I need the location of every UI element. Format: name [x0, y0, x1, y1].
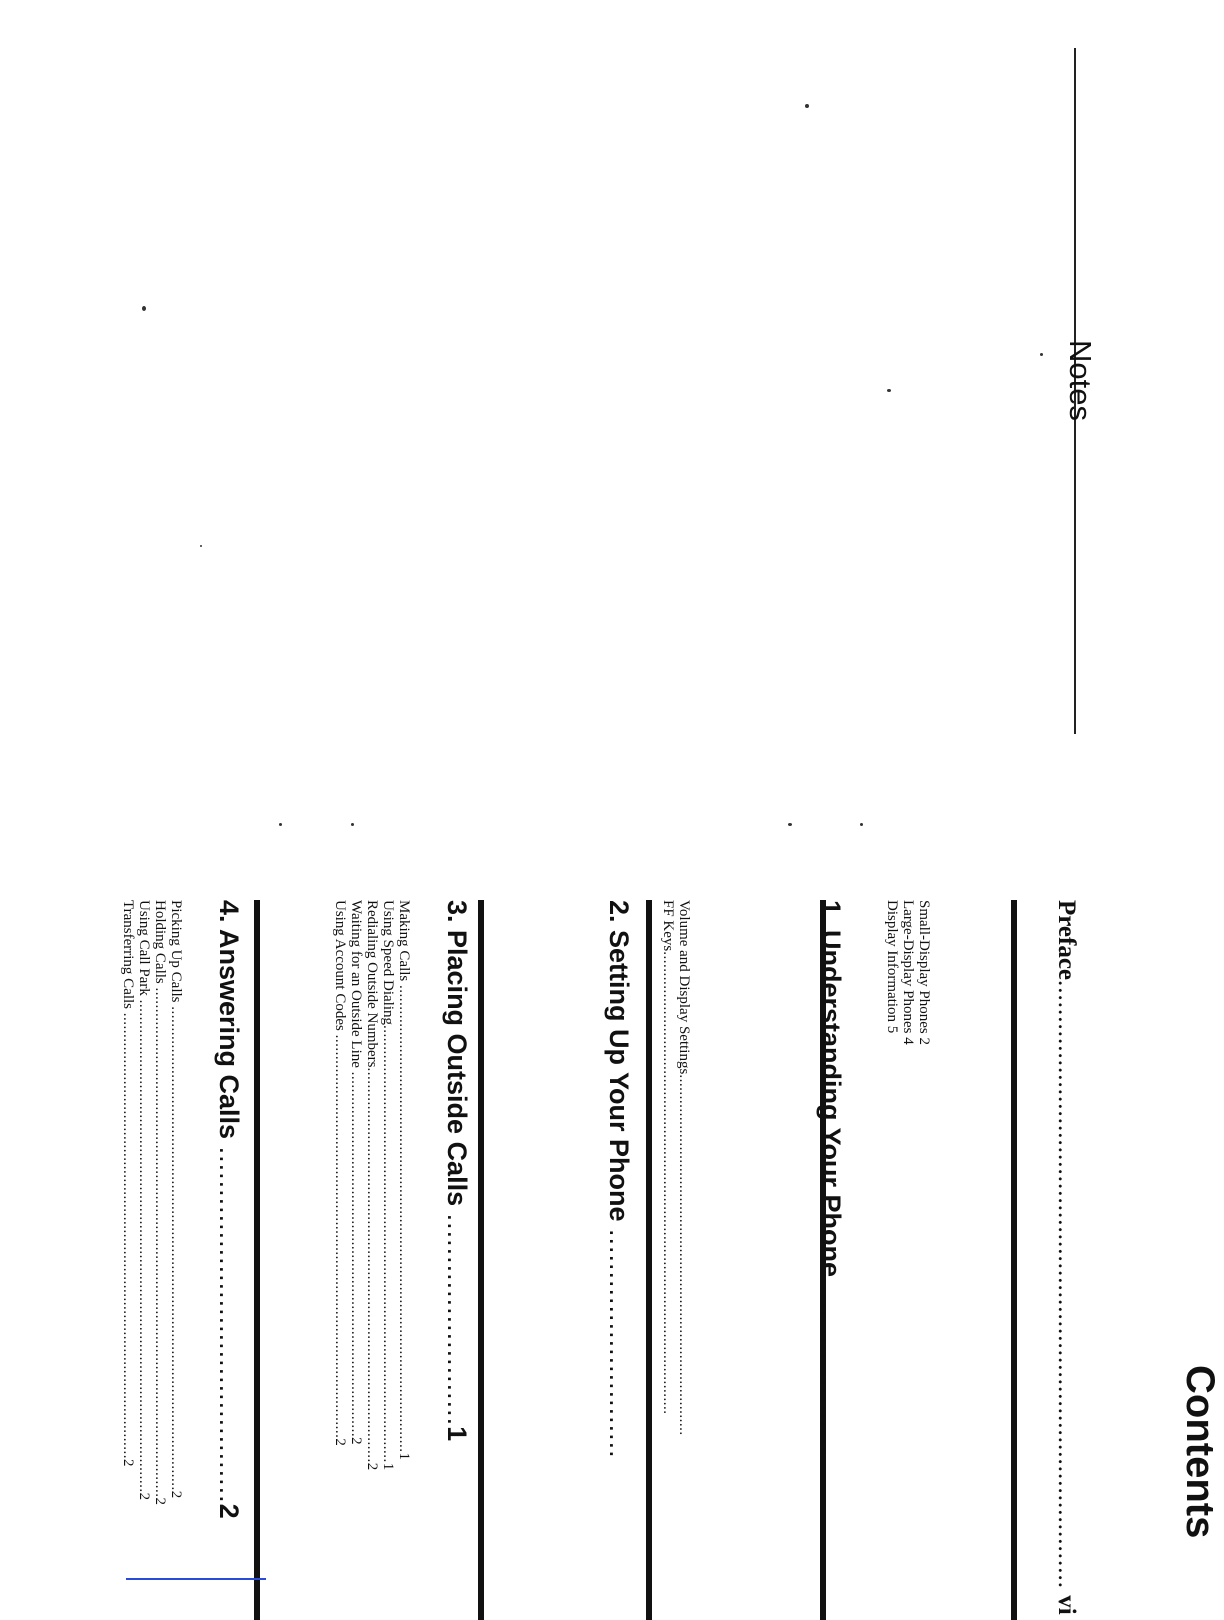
toc-section-title: 3. Placing Outside Calls: [442, 900, 472, 1207]
scan-speck: [279, 823, 282, 826]
toc-leader-dots: ..............................................................................................................: [396, 985, 412, 1453]
toc-entry: [136, 900, 152, 1620]
toc-entry-page: 2: [152, 1497, 168, 1506]
toc-entry-label: Using Call Park: [136, 900, 152, 996]
toc-leader-dots: ..........................................: [214, 1146, 244, 1504]
scan-speck: [788, 823, 792, 826]
toc-entry-page: 2: [364, 1462, 380, 1471]
toc-leader-dots: .......................................................................................................: [380, 1025, 396, 1463]
notes-title: Notes: [1063, 340, 1098, 421]
toc-entry-label: Waiting for an Outside Line: [348, 900, 364, 1068]
toc-entry: [676, 900, 692, 1620]
toc-entry: Large-Display Phones 4: [900, 900, 916, 1045]
toc-entry: [660, 900, 676, 1620]
toc-preface-label: Preface: [1053, 900, 1080, 981]
toc-entry: [364, 900, 380, 1620]
contents-top-rule: [1011, 900, 1017, 1620]
toc-entry: [168, 900, 184, 1620]
toc-leader-dots: .............................................................................................................: [660, 951, 676, 1415]
scan-speck: [142, 306, 146, 311]
toc-entry-page: 2: [332, 1438, 348, 1446]
toc-entry-page: 1: [396, 1452, 412, 1460]
toc-section-page: 2: [214, 1503, 244, 1519]
scan-speck: [805, 104, 809, 108]
toc-leader-dots: ......................................................................................: [348, 1071, 364, 1438]
scan-speck: [351, 823, 354, 826]
toc-entry-page: 2: [168, 1490, 184, 1499]
toc-preface-page: vi: [1053, 1595, 1080, 1615]
toc-entry-label: Using Account Codes: [332, 900, 348, 1031]
scan-speck: [860, 823, 863, 826]
toc-section-title: 4. Answering Calls: [214, 900, 244, 1140]
toc-entry-label: Holding Calls: [152, 900, 168, 984]
toc-section-3: [441, 900, 472, 1620]
toc-entry: [152, 900, 168, 1620]
toc-section-1: [815, 900, 846, 1620]
toc-leader-dots: .....................................................................................: [676, 1074, 692, 1436]
toc-preface: [1052, 900, 1080, 1620]
toc-section-4: [213, 900, 244, 1620]
toc-section-title: 1. Understanding Your Phone: [816, 900, 846, 1278]
toc-entry-page: 2: [120, 1459, 136, 1467]
toc-entry: [380, 900, 396, 1620]
toc-entry-page: 1: [380, 1462, 396, 1471]
toc-entry: [120, 900, 136, 1620]
toc-leader-dots: ....................................................................................: [1053, 980, 1080, 1590]
toc-leader-dots: ...............................................................................................: [332, 1034, 348, 1439]
section-rule-2: [646, 900, 652, 1620]
toc-entry-label: Making Calls: [396, 900, 412, 982]
toc-leader-dots: .........................: [442, 1213, 472, 1427]
toc-entry-page: 2: [348, 1437, 364, 1445]
toc-leader-dots: ...........................: [604, 1229, 634, 1459]
toc-entry: [348, 900, 364, 1620]
toc-entry-label: FF Keys: [660, 900, 676, 952]
toc-entry-label: Volume and Display Settings: [676, 900, 692, 1075]
scan-blue-mark: [126, 1578, 266, 1580]
toc-leader-dots: .............................................................................................: [364, 1067, 380, 1463]
toc-section-2: [603, 900, 634, 1620]
contents-page: [120, 900, 1224, 1615]
section-rule-3: [478, 900, 484, 1620]
toc-leader-dots: .........................................................................................................: [120, 1012, 136, 1460]
toc-entry-label: Using Speed Dialing: [380, 900, 396, 1025]
toc-entry-page: 2: [136, 1492, 152, 1501]
toc-entry-label: Transferring Calls: [120, 900, 136, 1010]
toc-entry: Small-Display Phones 2: [916, 900, 932, 1045]
section-rule-4: [254, 900, 260, 1620]
scan-speck: [887, 389, 891, 392]
toc-entry: Display Information 5: [884, 900, 900, 1034]
toc-entry-label: Redialing Outside Numbers: [364, 900, 380, 1068]
toc-section-page: 1: [442, 1426, 472, 1442]
toc-entry: [396, 900, 412, 1620]
scan-speck: [1040, 353, 1043, 356]
contents-title: Contents: [1178, 1365, 1222, 1539]
toc-entry: [332, 900, 348, 1620]
toc-entry-label: Picking Up Calls: [168, 900, 184, 1003]
toc-leader-dots: ....................................................................................................................: [136, 999, 152, 1493]
toc-leader-dots: ..................................................................................................................: [168, 1006, 184, 1491]
scan-speck: [200, 545, 202, 547]
toc-section-title: 2. Setting Up Your Phone: [604, 900, 634, 1222]
toc-leader-dots: ....................: [816, 1284, 846, 1455]
toc-leader-dots: ........................................................................................................................: [152, 987, 168, 1498]
